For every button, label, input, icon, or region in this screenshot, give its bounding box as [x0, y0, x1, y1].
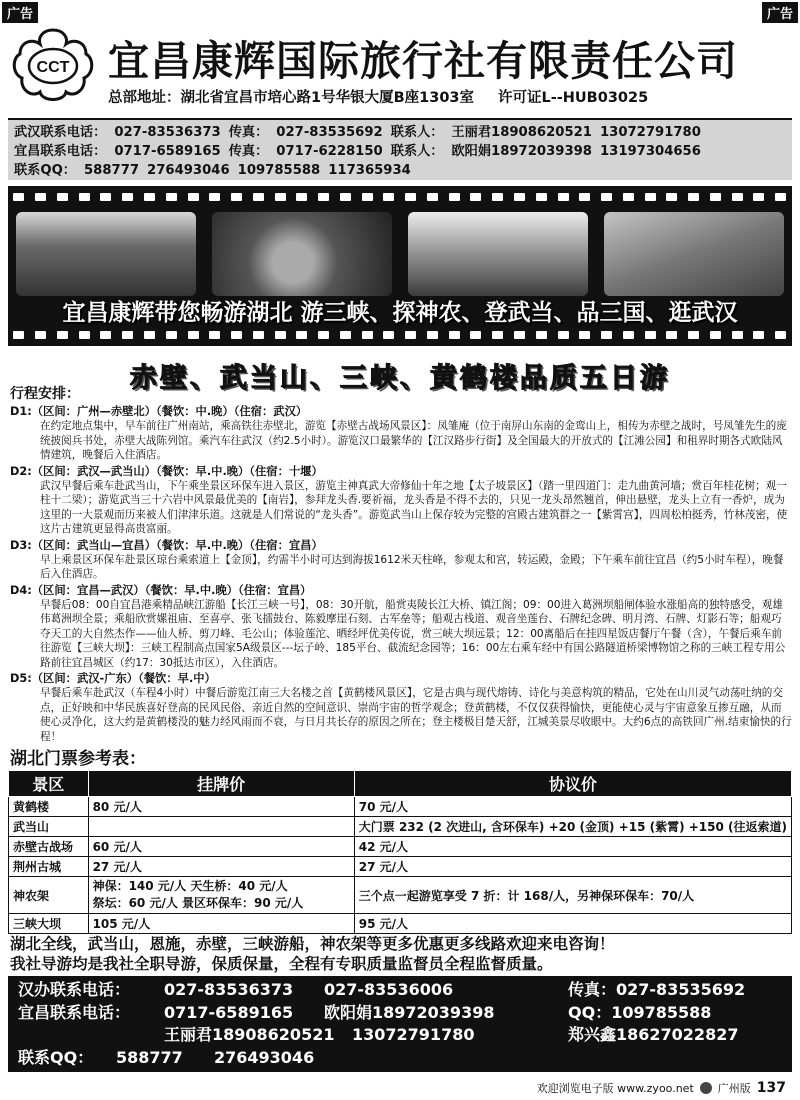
qq-number: 588777 — [83, 163, 140, 178]
itinerary-day — [10, 671, 792, 744]
site-cell: 黄鹤楼 — [9, 797, 89, 817]
film-sprocket-holes — [8, 190, 792, 204]
cct-logo-icon — [10, 26, 96, 106]
notice-line: 我社导游均是我社全职导游，保质保量，全程有专职质量监督员全程监督质量。 — [10, 955, 553, 973]
day-header: D2:（区间：武汉—武当山）（餐饮：早.中.晚）（住宿：十堰） — [10, 464, 323, 478]
company-name: 宜昌康辉国际旅行社有限责任公司 — [108, 37, 738, 85]
day-body: 早上乘景区环保车赴景区琼台乘索道上【金顶】，约需半小时可达到海拔1612米天柱峰，参观太和宫，转运殿，金殿；下午乘车前往宜昌（约5小时车程），晚餐后入住酒店。 — [40, 553, 784, 580]
yichang-label: 宜昌联系电话： — [14, 144, 107, 159]
wuhan-fax: 027-83535692 — [276, 125, 383, 140]
address-line — [108, 86, 648, 107]
page-number: 137 — [756, 1080, 786, 1096]
hankou-label: 汉办联系电话： — [18, 980, 131, 999]
ticket-table-heading: 湖北门票参考表： — [10, 749, 146, 769]
list-price-cell — [88, 877, 354, 914]
day-header: D3:（区间：武当山—宜昌）（餐饮：早.中.晚）（住宿：宜昌） — [10, 538, 323, 552]
wuhan-phone: 027-83536373 — [114, 125, 221, 140]
edition: 广州版 — [717, 1082, 751, 1095]
footer-fax: 027-83535692 — [616, 980, 746, 999]
wuhan-contact-row — [14, 123, 786, 142]
day-body: 早餐后乘车赴武汉（车程4小时）中餐后游览江南三大名楼之首【黄鹤楼风景区】，它是古典与现代熔铸、诗化与美意构筑的精品，它处在山川灵气动荡吐纳的交点，正好映和中华民族喜好登高的民风民俗、亲近自然的空间意识、崇尚宇宙的哲学观念；登黄鹤楼，不仅仅获得愉快，更能使心灵与宇宙意象互掺互融，从而使心灵净化，这大约是黄鹤楼没的魅力经风雨而不衰，与日月共长存的原因之所在；登主楼极目楚天舒，江城美景尽收眼中。大约6点的高铁回广州.结束愉快的行程！ — [40, 687, 792, 743]
footer-qq-label: QQ： — [568, 1002, 612, 1022]
day-body: 武汉早餐后乘车赴武当山，下午乘坐景区环保车进入景区，游览主神真武大帝修仙十年之地【太子坡景区】（踏一里四道门：走九曲黄河墙；赏百年桂花树；观一柱十二梁）；游览武当三十六岩中风景最优美的【南岩】，参拜龙头香.要祈福，龙头香是不得不去的，只见一龙头昂然翘首，伸出悬壁，龙头上立有一香炉，成为这里的一大景观而历来被人们津津乐道。这就是人们常说的“龙头香”。游览武当山上保存较为完整的宫殿古建筑群之一【紫霄宫】，四周松柏挺秀，竹林茂密，使这片古建筑更显得高贵富丽。 — [40, 479, 788, 535]
ebook-icon — [700, 1082, 712, 1094]
qq-group-label: 联系QQ： — [18, 1047, 94, 1067]
yichang-fax-label: 传真： — [228, 144, 269, 159]
day-header: D5:（区间：武汉-广东）（餐饮：早.中） — [10, 672, 216, 685]
footer-row — [18, 1002, 782, 1025]
ad-tag-left: 广告 — [2, 2, 38, 23]
header — [8, 22, 792, 118]
yichang-contact: 欧阳娟18972039398 — [451, 144, 592, 159]
table-row — [9, 857, 792, 877]
wuhan-contact: 王丽君18908620521 — [451, 125, 592, 140]
yichang-contact: 欧阳娟18972039398 — [324, 1002, 495, 1022]
yichang-phone: 0717-6589165 — [114, 144, 221, 159]
film-sprocket-holes — [8, 328, 792, 342]
list-price-cell: 27 元/人 — [88, 857, 354, 877]
yichang-contact-row — [14, 142, 786, 161]
table-row — [9, 837, 792, 857]
list-price-cell — [88, 817, 354, 837]
footer-contact: 郑兴鑫18627022827 — [568, 1025, 739, 1044]
itinerary-day — [10, 404, 792, 463]
address: 总部地址：湖北省宜昌市培心路1号华银大厦B座1303室 — [108, 90, 474, 106]
banner-slogan: 宜昌康辉带您畅游湖北 游三峡、探神农、登武当、品三国、逛武汉 — [62, 300, 738, 326]
deal-price-cell: 95 元/人 — [354, 914, 791, 934]
deal-price-cell: 27 元/人 — [354, 857, 791, 877]
stone-forest-photo — [16, 212, 196, 296]
wuhan-mobile: 13072791780 — [599, 125, 701, 140]
deal-price-cell: 三个点一起游览享受 7 折：计 168/人，另神保环保车：70/人 — [354, 877, 791, 914]
golden-monkey-photo — [212, 212, 392, 296]
list-price-line: 神保：140 元/人 天生桥：40 元/人 — [92, 879, 288, 893]
footer-row — [18, 1024, 782, 1047]
footer-row — [18, 979, 782, 1002]
itinerary — [10, 383, 792, 744]
hankou-phone: 027-83536373 — [164, 980, 294, 999]
ebook-link-text[interactable]: 欢迎浏览电子版 www.zyoo.net — [536, 1082, 694, 1095]
logo-text: CCT — [36, 59, 70, 76]
license: 许可证L--HUB03025 — [498, 90, 649, 106]
table-row — [9, 797, 792, 817]
table-row — [9, 914, 792, 934]
table-row — [9, 817, 792, 837]
site-cell: 三峡大坝 — [9, 914, 89, 934]
footer-fax-label: 传真： — [568, 980, 617, 999]
column-header: 景区 — [9, 771, 89, 797]
footer-qq: 109785588 — [611, 1002, 712, 1022]
list-price-line: 祭坛：60 元/人 景区环保车：90 元/人 — [92, 896, 304, 910]
notice — [10, 934, 792, 974]
deal-price-cell: 70 元/人 — [354, 797, 791, 817]
list-price-cell: 105 元/人 — [88, 914, 354, 934]
day-body: 在约定地点集中，早车前往广州南站，乘高铁往赤壁北，游览【赤壁古战场风景区】：凤雏庵（位于南屏山东南的金鸾山上，相传为赤壁之战时，号凤雏先生的庞统披阅兵书处，赤壁大战陈列馆。乘汽车往武汉（约2.5小时）。游览汉口最繁华的【江汉路步行街】及全国最大的开放式的【江滩公园】和租界时期各式欧陆风情建筑，晚餐后入住酒店。 — [40, 420, 787, 461]
footer-qq-number: 276493046 — [214, 1047, 315, 1067]
site-cell: 神农架 — [9, 877, 89, 914]
page-footer — [537, 1080, 786, 1096]
itinerary-day — [10, 538, 792, 582]
yichang-phone: 0717-6589165 — [164, 1002, 294, 1022]
footer-qq-number: 588777 — [116, 1047, 183, 1067]
yichang-label: 宜昌联系电话： — [18, 1002, 131, 1022]
itinerary-day — [10, 464, 792, 537]
river-trackers-photo — [604, 212, 784, 296]
column-header: 协议价 — [354, 771, 791, 797]
wuhan-label: 武汉联系电话： — [14, 125, 107, 140]
footer-row — [18, 1047, 782, 1070]
contact-block — [8, 118, 792, 180]
tour-title: 赤壁、武当山、三峡、黄鹤楼品质五日游 — [130, 363, 670, 394]
deal-price-cell: 42 元/人 — [354, 837, 791, 857]
ticket-price-table — [8, 770, 792, 934]
column-header: 挂牌价 — [88, 771, 354, 797]
wuhan-fax-label: 传真： — [228, 125, 269, 140]
table-header-row — [9, 771, 792, 797]
yichang-contact-label: 联系人： — [390, 144, 444, 159]
itinerary-day — [10, 583, 792, 671]
film-strip-banner — [8, 186, 792, 346]
qq-number: 117365934 — [328, 163, 411, 178]
notice-line: 湖北全线，武当山，恩施，赤壁，三峡游船，神农架等更多优惠更多线路欢迎来电咨询！ — [10, 935, 615, 953]
qq-number: 276493046 — [147, 163, 230, 178]
itinerary-heading: 行程安排： — [10, 386, 80, 402]
site-cell: 荆州古城 — [9, 857, 89, 877]
wuhan-contact-label: 联系人： — [390, 125, 444, 140]
day-header: D4:（区间：宜昌—武汉）（餐饮：早.中.晚）（住宿：宜昌） — [10, 583, 312, 597]
qq-contact-row — [14, 161, 786, 180]
list-price-cell: 80 元/人 — [88, 797, 354, 817]
site-cell: 赤壁古战场 — [9, 837, 89, 857]
table-row — [9, 877, 792, 914]
footer-contact: 王丽君18908620521 — [164, 1025, 335, 1044]
day-body: 早餐后08：00自宜昌港乘精品峡江游船【长江三峡一号】，08：30开航，船赏夷陵长江大桥、镇江阁；09：00进入葛洲坝船闸体验水涨船高的独特感受，观雄伟葛洲坝全景；乘船欣赏嫘祖庙、至喜亭、张飞擂鼓台、陈毅摩崖石刻、古军垒等；船观古栈道、观音坐莲台、石牌纪念碑、明月湾、石牌、灯影石等；船观巧夺天工的大自然杰作——仙人桥、剪刀峰、毛公山；体验莲沱、晒经坪优美传说，赏三峡大坝远景；12：00离船后在挂四星饭店餐厅午餐（含），午餐后乘车前往游览【三峡大坝】：三峡工程制高点国家5A级景区---坛子岭、185平台、截流纪念园等；16：00左右乘车经中有国公路隧道桥梁博物馆之称的三峡工程专用公路前往宜昌城区（约17：30抵达市区），入住酒店。 — [40, 598, 786, 669]
list-price-cell: 60 元/人 — [88, 837, 354, 857]
qq-number: 109785588 — [237, 163, 321, 178]
yichang-mobile: 13197304656 — [599, 144, 701, 159]
footer-contact-block — [8, 976, 792, 1072]
day-header: D1:（区间：广州—赤壁北）（餐饮：中.晚）（住宿：武汉） — [10, 405, 308, 418]
ad-tag-right: 广告 — [762, 2, 798, 23]
site-cell: 武当山 — [9, 817, 89, 837]
footer-mobile: 13072791780 — [352, 1025, 475, 1044]
deal-price-cell: 大门票 232 (2 次进山, 含环保车) +20 (金顶) +15 (紫霄) +150 (往返索道) — [354, 817, 791, 837]
yichang-fax: 0717-6228150 — [276, 144, 383, 159]
hankou-phone: 027-83536006 — [324, 980, 454, 999]
wudang-temple-photo — [408, 212, 588, 296]
qq-label: 联系QQ： — [14, 163, 76, 178]
